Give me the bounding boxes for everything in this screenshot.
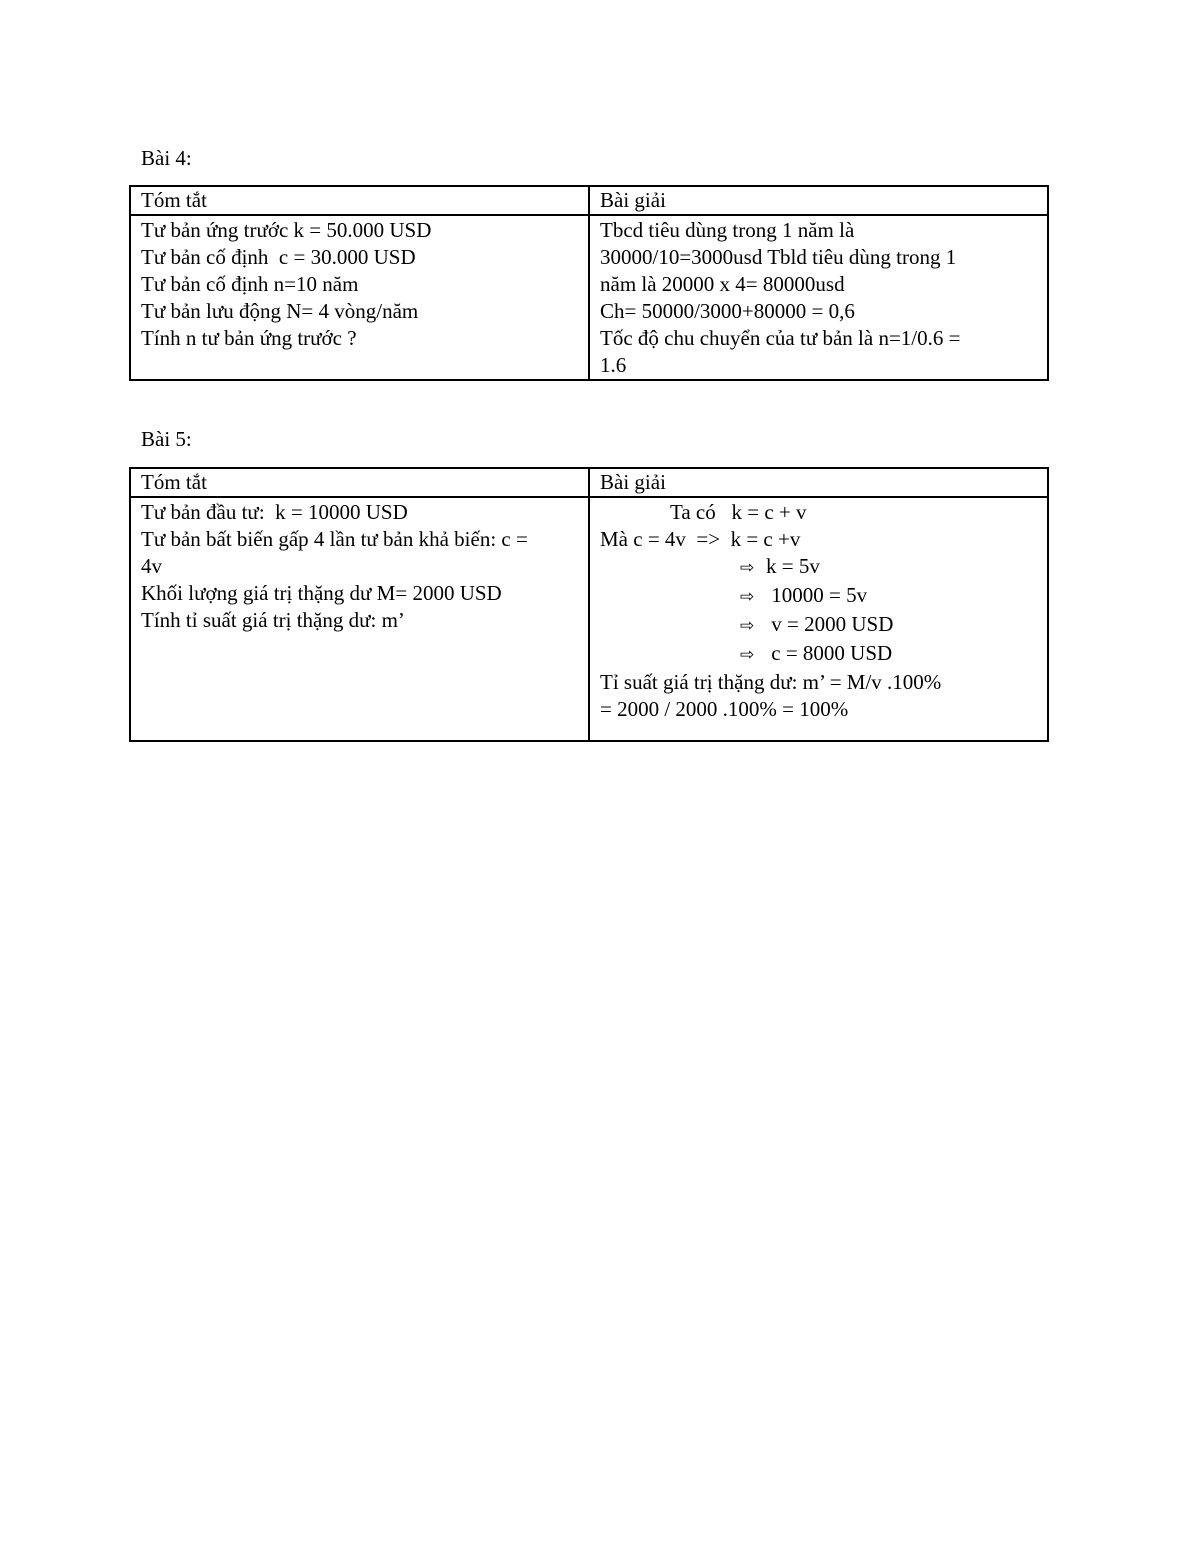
summary-header: Tóm tắt: [130, 468, 589, 497]
arrow-right-icon: ⇨: [740, 616, 755, 636]
summary-line: 4v: [141, 554, 162, 578]
solution-line: Tốc độ chu chuyển của tư bản là n=1/0.6 =: [600, 326, 961, 350]
solution-header: Bài giải: [589, 186, 1048, 215]
table-header-row: [130, 468, 1048, 497]
solution-line: 30000/10=3000usd Tbld tiêu dùng trong 1: [600, 245, 957, 269]
summary-header: Tóm tắt: [130, 186, 589, 215]
summary-line: Tư bản lưu động N= 4 vòng/năm: [141, 299, 419, 323]
solution-line: Ta có k = c + v: [670, 500, 807, 524]
solution-step: ⇨ k = 5v: [600, 553, 1037, 582]
summary-line: Tính tỉ suất giá trị thặng dư: m’: [141, 608, 405, 632]
summary-line: Tư bản đầu tư: k = 10000 USD: [141, 500, 408, 524]
solution-line: Tỉ suất giá trị thặng dư: m’ = M/v .100%: [600, 670, 942, 694]
solution-line: Ch= 50000/3000+80000 = 0,6: [600, 299, 855, 323]
summary-line: Tính n tư bản ứng trước ?: [141, 326, 357, 350]
exercise-5-table: [129, 467, 1049, 742]
arrow-right-icon: ⇨: [740, 558, 755, 578]
summary-line: Khối lượng giá trị thặng dư M= 2000 USD: [141, 581, 502, 605]
solution-line: Mà c = 4v => k = c +v: [600, 527, 801, 551]
solution-cell: [589, 215, 1048, 380]
summary-line: Tư bản cố định c = 30.000 USD: [141, 245, 416, 269]
summary-cell: [130, 497, 589, 741]
summary-line: Tư bản cố định n=10 năm: [141, 272, 359, 296]
summary-line: Tư bản bất biến gấp 4 lần tư bản khả biến: c =: [141, 527, 528, 551]
exercise-4-title: Bài 4:: [141, 146, 192, 170]
table-row: [130, 497, 1048, 741]
exercise-5-title: Bài 5:: [141, 427, 192, 451]
solution-line: năm là 20000 x 4= 80000usd: [600, 272, 845, 296]
table-row: [130, 215, 1048, 380]
solution-cell: [589, 497, 1048, 741]
table-header-row: [130, 186, 1048, 215]
solution-header: Bài giải: [589, 468, 1048, 497]
exercise-4-table: [129, 185, 1049, 381]
solution-step: ⇨ c = 8000 USD: [600, 640, 1037, 669]
summary-cell: [130, 215, 589, 380]
solution-step: ⇨ 10000 = 5v: [600, 582, 1037, 611]
arrow-right-icon: ⇨: [740, 645, 755, 665]
arrow-right-icon: ⇨: [740, 587, 755, 607]
solution-line: Tbcd tiêu dùng trong 1 năm là: [600, 218, 855, 242]
solution-step: ⇨ v = 2000 USD: [600, 611, 1037, 640]
solution-line: 1.6: [600, 353, 627, 377]
summary-line: Tư bản ứng trước k = 50.000 USD: [141, 218, 432, 242]
solution-line: = 2000 / 2000 .100% = 100%: [600, 697, 849, 721]
